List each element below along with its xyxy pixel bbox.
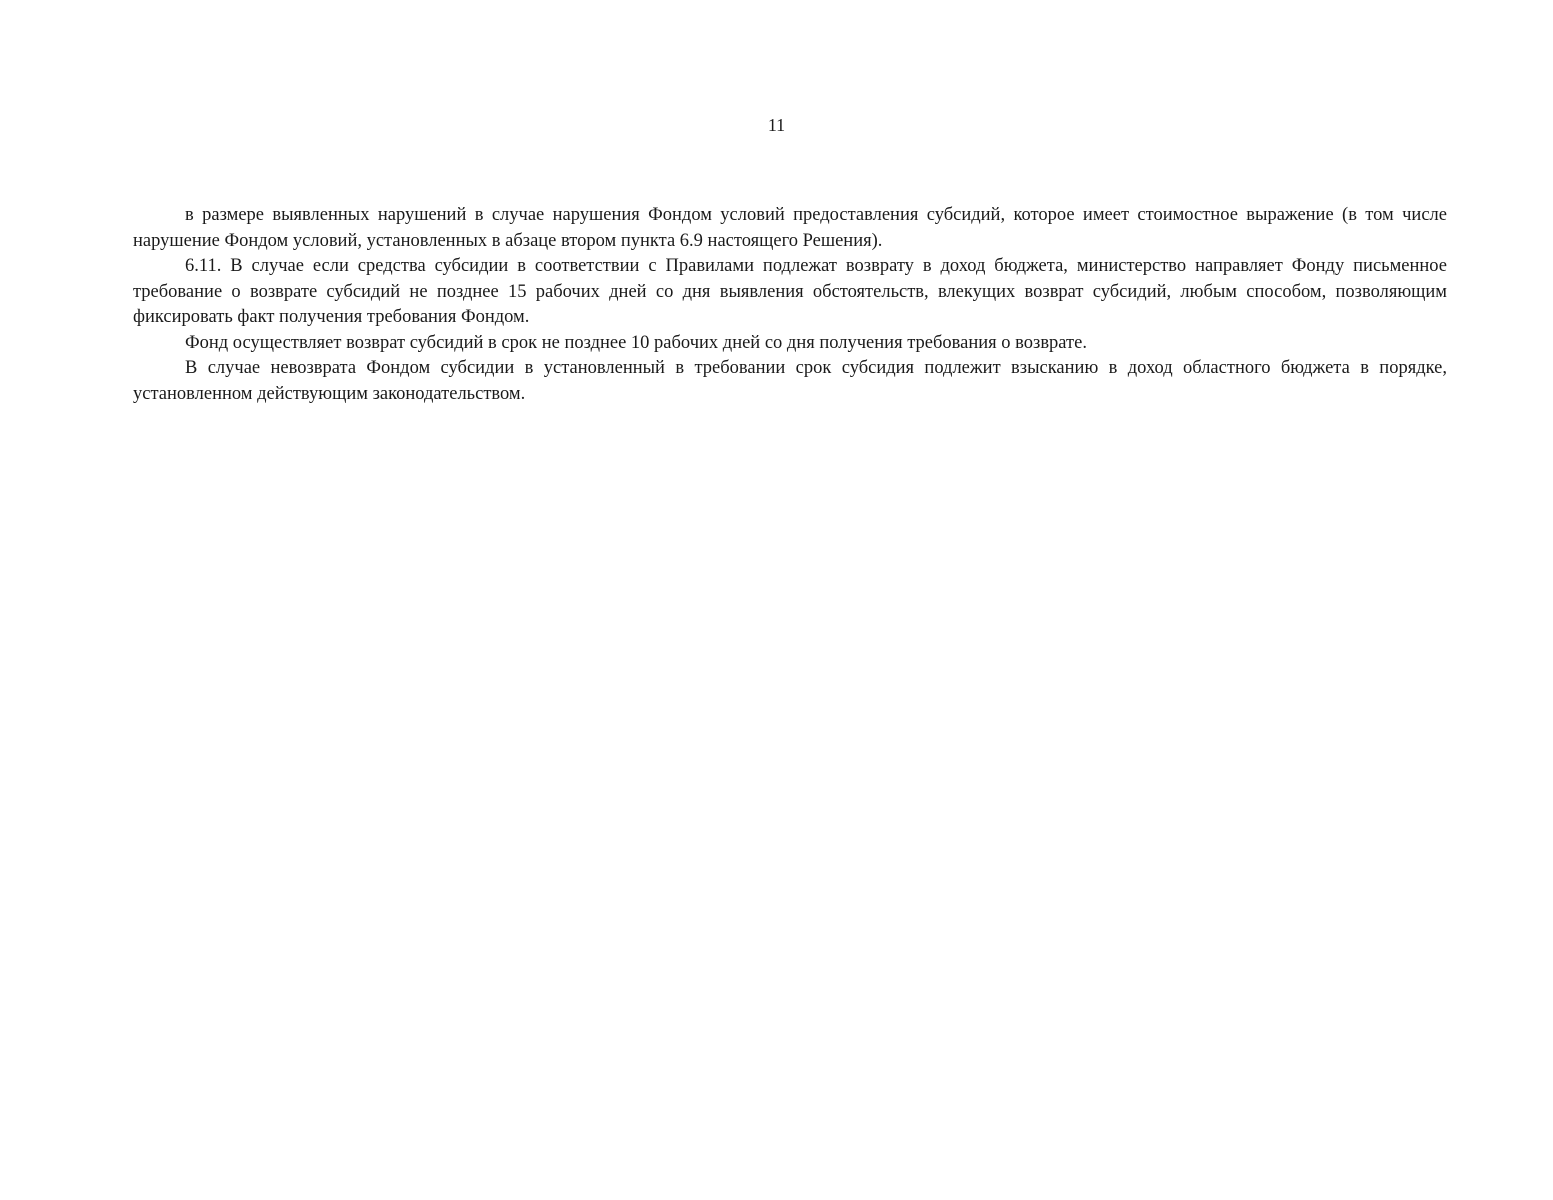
paragraph-clause-6-11: 6.11. В случае если средства субсидии в соответствии с Правилами подлежат возврату в доход бюджета, министерство направляет Фонду письменное требование о возврате субсидий не позднее 15 рабочих дней со дня выявления обстоятельств, влекущих возврат субсидий, любым способом, позволяющим фиксировать факт получения требования Фондом. [133,256,1447,327]
document-body [133,203,1447,407]
paragraph-non-return: В случае невозврата Фондом субсидии в установленный в требовании срок субсидия подлежит взысканию в доход областного бюджета в порядке, установленном действующим законодательством. [133,358,1447,404]
paragraph-return-deadline: Фонд осуществляет возврат субсидий в срок не позднее 10 рабочих дней со дня получения требования о возврате. [185,332,1087,353]
paragraph-continuation: в размере выявленных нарушений в случае нарушения Фондом условий предоставления субсидий, которое имеет стоимостное выражение (в том числе нарушение Фондом условий, установленных в абзаце втором пункта 6.9 настоящего Решения). [133,205,1447,251]
page-number: 11 [767,115,786,135]
